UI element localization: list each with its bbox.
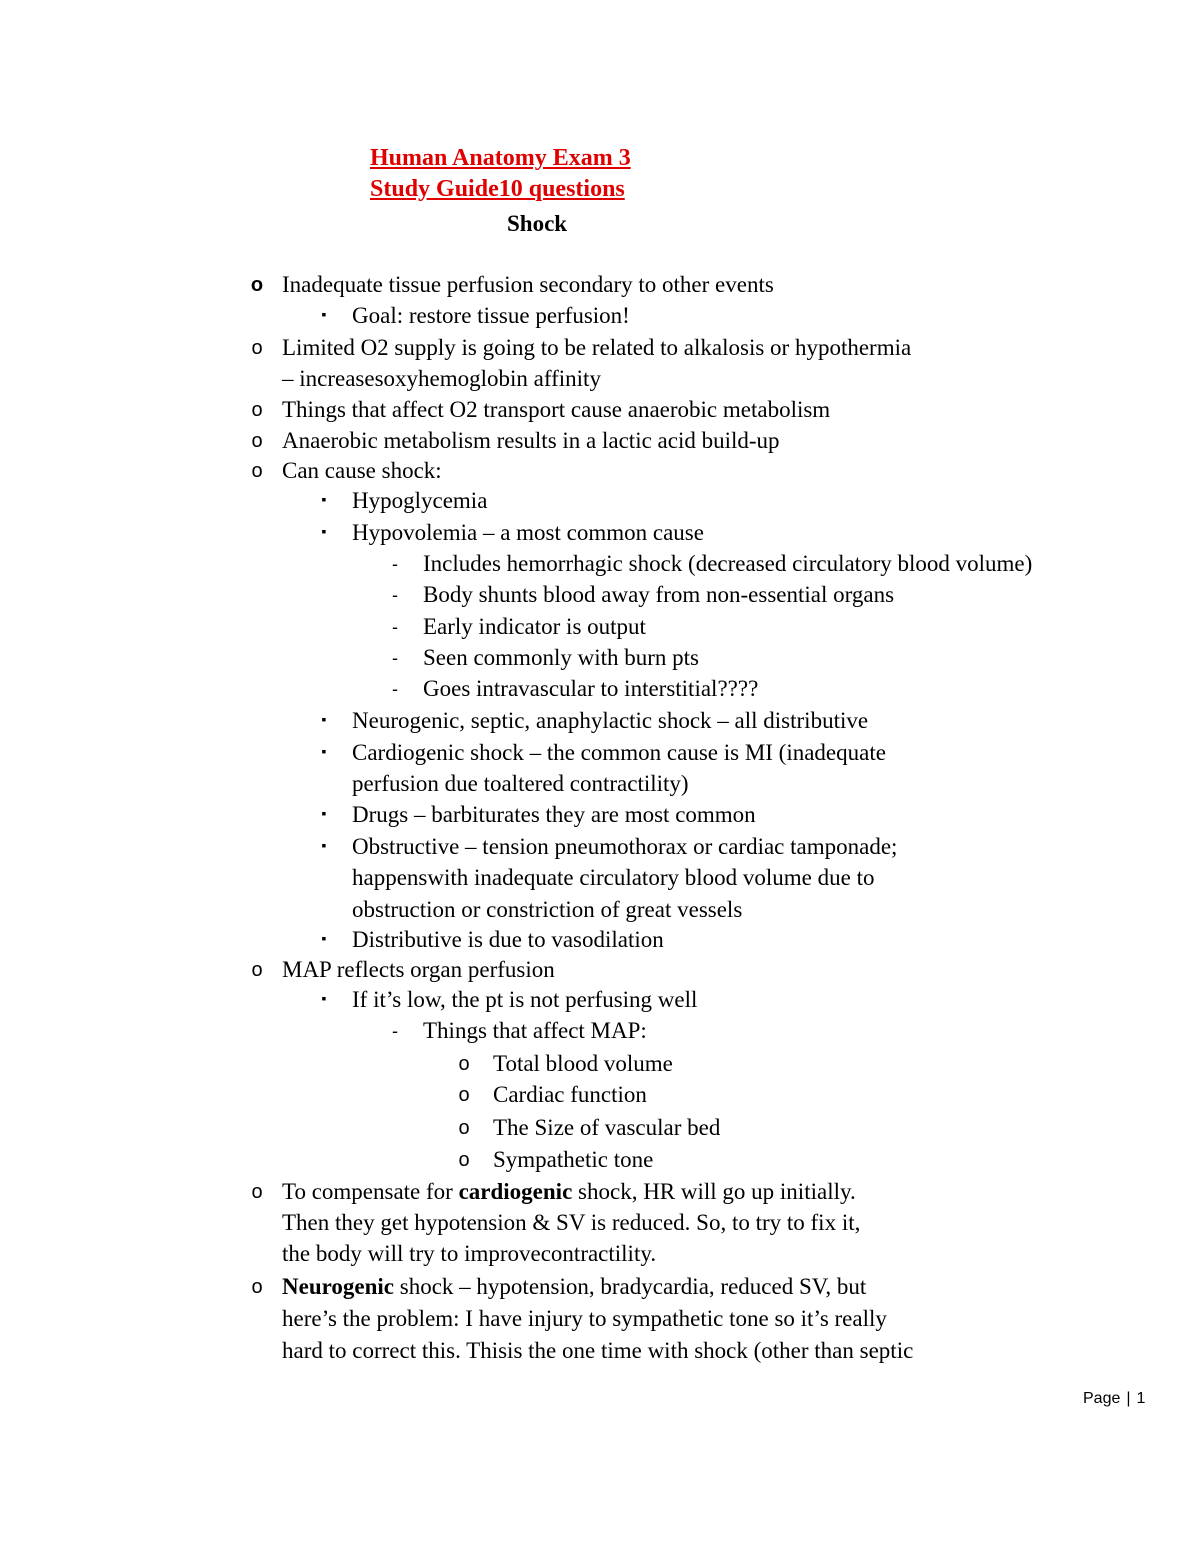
bullet-marker: o — [250, 274, 264, 296]
bullet-marker: - — [392, 679, 398, 699]
list-item — [282, 1274, 866, 1300]
bullet-marker: ▪ — [321, 745, 327, 760]
list-item-text: To compensate for — [282, 1179, 459, 1204]
list-item-continuation: hard to correct this. Thisis the one time with shock (other than septic — [282, 1338, 914, 1363]
document-subtitle: Study Guide10 questions — [370, 176, 625, 202]
list-item-continuation: happenswith inadequate circulatory blood volume due to — [352, 865, 875, 890]
bullet-marker: o — [251, 430, 263, 452]
bullet-marker: ▪ — [321, 493, 327, 508]
list-item-text: shock – hypotension, bradycardia, reduced SV, but — [394, 1274, 867, 1299]
footer-separator: | — [1126, 1390, 1131, 1407]
list-item-continuation: Then they get hypotension & SV is reduced. So, to try to fix it, — [282, 1210, 861, 1235]
list-item: Body shunts blood away from non-essential organs — [423, 582, 895, 607]
page-number: 1 — [1136, 1390, 1146, 1407]
bullet-marker: o — [458, 1149, 470, 1171]
list-item: Drugs – barbiturates they are most common — [352, 802, 756, 827]
list-item-continuation: here’s the problem: I have injury to sympathetic tone so it’s really — [282, 1306, 887, 1331]
list-item: Obstructive – tension pneumothorax or cardiac tamponade; — [352, 834, 898, 859]
list-item: MAP reflects organ perfusion — [282, 957, 555, 982]
list-item: Total blood volume — [493, 1051, 673, 1076]
bullet-marker: - — [392, 617, 398, 637]
list-item: Anaerobic metabolism results in a lactic acid build-up — [282, 428, 780, 453]
list-item: Can cause shock: — [282, 458, 442, 483]
bullet-marker: o — [458, 1117, 470, 1139]
list-item: Goes intravascular to interstitial???? — [423, 676, 759, 701]
bullet-marker: ▪ — [321, 308, 327, 323]
list-item: Limited O2 supply is going to be related to alkalosis or hypothermia — [282, 335, 912, 360]
list-item: Distributive is due to vasodilation — [352, 927, 664, 952]
bullet-marker: ▪ — [321, 839, 327, 854]
bullet-marker: - — [392, 585, 398, 605]
bullet-marker: ▪ — [321, 713, 327, 728]
list-item: Hypoglycemia — [352, 488, 488, 513]
bullet-marker: ▪ — [321, 807, 327, 822]
bullet-marker: - — [392, 554, 398, 574]
list-item-continuation: perfusion due toaltered contractility) — [352, 771, 689, 796]
bullet-marker: o — [458, 1084, 470, 1106]
list-item: Early indicator is output — [423, 614, 646, 639]
list-item — [282, 1179, 856, 1205]
bullet-marker: ▪ — [321, 992, 327, 1007]
list-item-text: shock, HR will go up initially. — [572, 1179, 856, 1204]
page-footer — [1083, 1390, 1145, 1408]
bullet-marker: ▪ — [321, 932, 327, 947]
list-item-bold-term: cardiogenic — [458, 1179, 573, 1204]
bullet-marker: o — [251, 1181, 263, 1203]
list-item-continuation: – increasesoxyhemoglobin affinity — [282, 366, 601, 391]
list-item: Things that affect MAP: — [423, 1018, 647, 1043]
list-item: The Size of vascular bed — [493, 1115, 721, 1140]
bullet-marker: o — [251, 959, 263, 981]
list-item: Neurogenic, septic, anaphylactic shock – all distributive — [352, 708, 869, 733]
list-item: Sympathetic tone — [493, 1147, 654, 1172]
bullet-marker: o — [251, 460, 263, 482]
list-item-continuation: the body will try to improvecontractility. — [282, 1241, 657, 1266]
list-item: Things that affect O2 transport cause anaerobic metabolism — [282, 397, 831, 422]
page-label: Page — [1083, 1390, 1121, 1407]
list-item: Seen commonly with burn pts — [423, 645, 699, 670]
bullet-marker: - — [392, 1021, 398, 1041]
list-item-continuation: obstruction or constriction of great vessels — [352, 897, 743, 922]
list-item: If it’s low, the pt is not perfusing well — [352, 987, 698, 1012]
bullet-marker: o — [251, 337, 263, 359]
bullet-marker: o — [251, 1276, 263, 1298]
bullet-marker: o — [458, 1053, 470, 1075]
list-item: Includes hemorrhagic shock (decreased circulatory blood volume) — [423, 551, 1033, 576]
list-item: Goal: restore tissue perfusion! — [352, 303, 630, 328]
section-heading: Shock — [507, 211, 568, 236]
document-title: Human Anatomy Exam 3 — [370, 145, 631, 171]
list-item: Cardiogenic shock – the common cause is MI (inadequate — [352, 740, 886, 765]
list-item: Cardiac function — [493, 1082, 647, 1107]
list-item: Inadequate tissue perfusion secondary to other events — [282, 272, 774, 297]
list-item-bold-term: Neurogenic — [282, 1274, 395, 1299]
bullet-marker: ▪ — [321, 525, 327, 540]
list-item: Hypovolemia – a most common cause — [352, 520, 704, 545]
bullet-marker: - — [392, 648, 398, 668]
bullet-marker: o — [251, 399, 263, 421]
